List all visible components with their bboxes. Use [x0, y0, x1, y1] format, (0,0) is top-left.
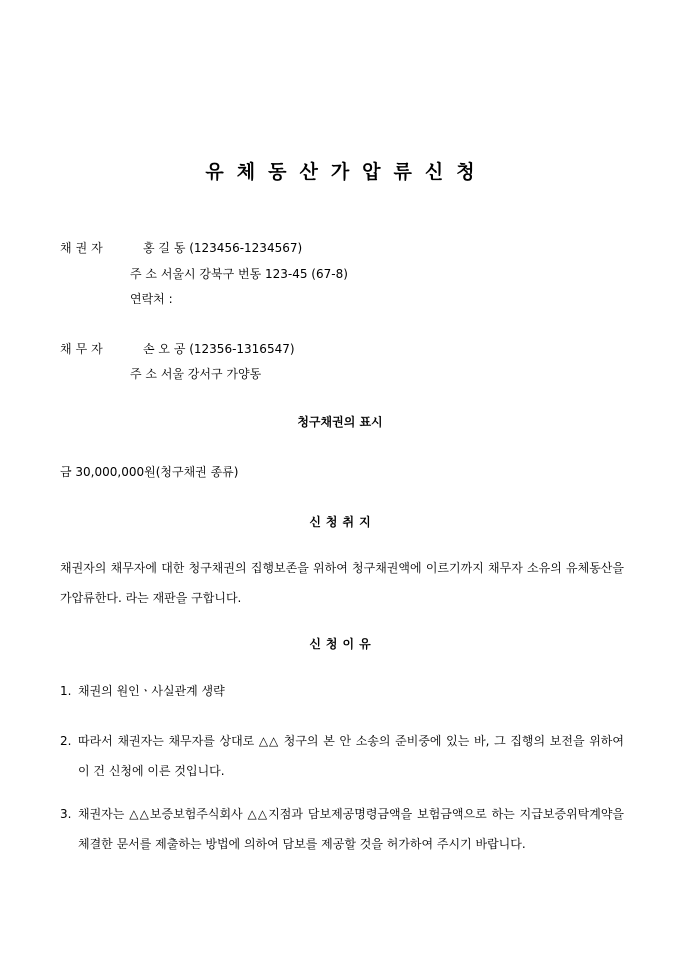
- claim-heading: 청구채권의 표시: [297, 415, 383, 429]
- reasons-heading: 신청이유: [309, 637, 376, 651]
- purpose-text: 채권자의 채무자에 대한 청구채권의 집행보존을 위하여 청구채권액에 이르기까지 채무자 소유의 유체동산을 가압류한다. 라는 재판을 구합니다.: [60, 561, 624, 605]
- reason-number: 1.: [60, 684, 72, 698]
- creditor-name: 홍 길 동 (123456-1234567): [143, 241, 303, 255]
- creditor-address: 주 소 서울시 강북구 번동 123-45 (67-8): [130, 267, 348, 281]
- reason-item-3: [60, 799, 624, 859]
- debtor-label: 채무자: [60, 342, 107, 356]
- reason-item-2: [60, 726, 624, 786]
- reason-text: 따라서 채권자는 채무자를 상대로 △△ 청구의 본 안 소송의 준비중에 있는 바, 그 집행의 보전을 위하여 이 건 신청에 이른 것입니다.: [78, 734, 624, 778]
- creditor-contact: 연락처 :: [130, 292, 173, 306]
- document-title: 유체동산가압류신청: [205, 161, 488, 183]
- reason-number: 2.: [60, 734, 72, 748]
- reason-text: 채권자는 △△보증보험주식회사 △△지점과 담보제공명령금액을 보험금액으로 하는 지급보증위탁계약을 체결한 문서를 제출하는 방법에 의하여 담보를 제공할 것을 허가하여 주시기 바랍니다.: [78, 807, 624, 851]
- claim-text: 금 30,000,000원(청구채권 종류): [60, 465, 239, 479]
- reason-text: 채권의 원인ㆍ사실관계 생략: [78, 684, 225, 698]
- debtor-name: 손 오 공 (12356-1316547): [143, 342, 295, 356]
- reason-number: 3.: [60, 807, 72, 821]
- reason-item-1: [60, 676, 624, 706]
- debtor-address: 주 소 서울 강서구 가양동: [130, 367, 262, 381]
- purpose-heading: 신청취지: [309, 515, 376, 529]
- creditor-label: 채권자: [60, 241, 107, 255]
